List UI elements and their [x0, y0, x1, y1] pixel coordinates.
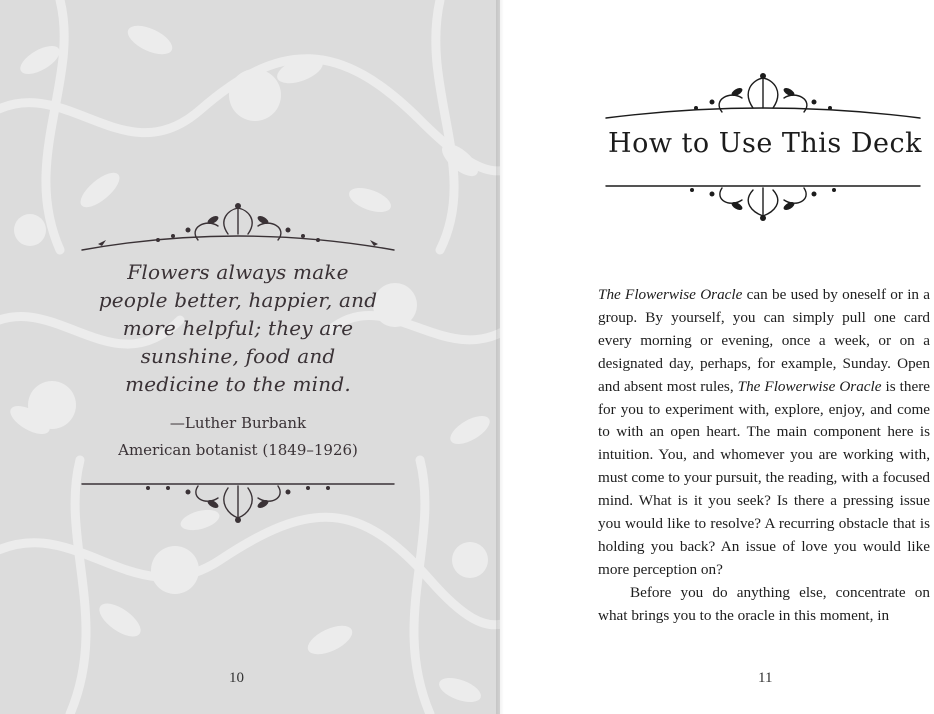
- paragraph: [598, 284, 930, 582]
- paragraph-text: is there for you to experiment with, explore, enjoy, and come to with an open heart. The main component here is intuition. You, and whomever you are working with, must come to your pursuit, the reading, with a focused mind. What is it you seek? Is there a pressing issue you would like to resolve? A recurring obstacle that is holding you back? An issue of love you would like more perception on?: [598, 377, 931, 578]
- paragraph: Before you do anything else, concentrate on what brings you to the oracle in this moment, in: [598, 583, 930, 624]
- page-title: How to Use This Deck: [608, 128, 922, 159]
- body-text: [598, 284, 930, 628]
- quote-line: people better, happier, and: [98, 288, 378, 312]
- book-title-italic: The Flowerwise Oracle: [598, 286, 743, 303]
- book-gutter: [496, 0, 504, 714]
- quote-attribution: [78, 410, 398, 464]
- book-title-italic: The Flowerwise Oracle: [737, 377, 882, 395]
- quote-line: more helpful; they are: [122, 316, 354, 340]
- floral-ornament-icon: [604, 70, 922, 122]
- paragraph-text: can be used by oneself or in a group. By yourself, you can simply pull one card every morning or evening, once a week, or on a designated day, perhaps, for example, Sunday. Open and absent most rules,: [598, 286, 931, 395]
- page-number-right: 11: [758, 670, 773, 686]
- quote-line: sunshine, food and: [140, 344, 336, 368]
- quote-line: Flowers always make: [127, 260, 349, 284]
- floral-ornament-icon: [78, 476, 398, 526]
- page-number-left: 10: [229, 670, 244, 686]
- floral-ornament-icon: [78, 200, 398, 256]
- quote-author-description: American botanist (1849–1926): [118, 441, 358, 459]
- quote-author: —Luther Burbank: [169, 414, 307, 432]
- epigraph-quote: [78, 258, 398, 398]
- quote-line: medicine to the mind.: [125, 372, 351, 396]
- floral-ornament-icon: [604, 180, 922, 224]
